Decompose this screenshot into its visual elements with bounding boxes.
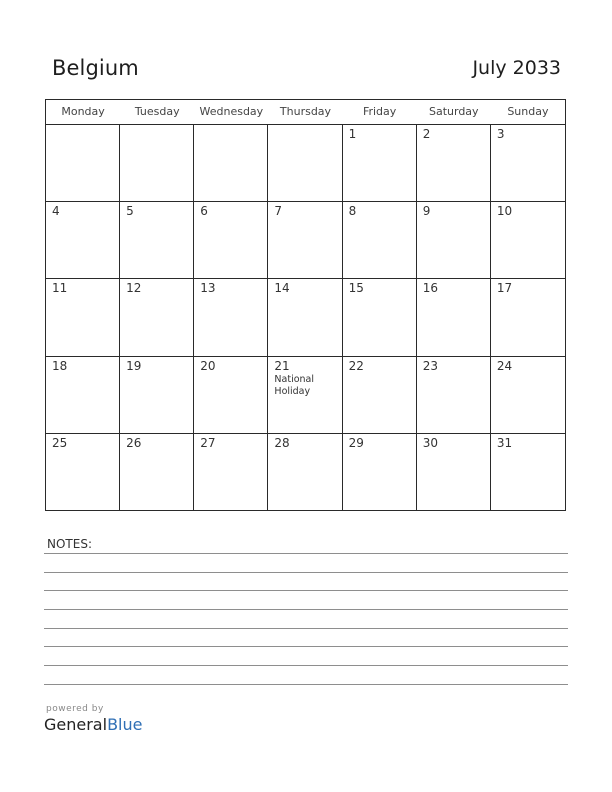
day-number: 19 [126,358,142,373]
day-cell-24 [491,357,565,434]
day-number: 26 [126,435,142,450]
day-number: 10 [496,204,513,219]
day-cell-empty [120,125,194,202]
day-number: 11 [52,281,68,296]
day-cell-6 [194,202,268,279]
day-number: 9 [422,204,431,219]
note-line [44,553,568,554]
day-cell-31 [491,434,565,511]
day-number: 13 [200,281,216,296]
day-number: 8 [348,204,357,219]
day-cell-2 [417,125,491,202]
day-cell-9 [417,202,491,279]
day-cell-8 [343,202,417,279]
day-cell-14 [268,279,342,356]
brand-name [44,715,142,734]
day-number: 14 [274,281,290,296]
day-number: 22 [348,358,364,373]
day-number: 17 [496,281,513,296]
day-number: 18 [52,358,68,373]
day-cell-26 [120,434,194,511]
day-grid [46,125,565,511]
brand-blue-text: Blue [107,715,143,734]
weekday-saturday: Saturday [428,105,479,118]
day-number: 4 [52,204,60,219]
day-cell-17 [491,279,565,356]
day-cell-28 [268,434,342,511]
note-line [44,572,568,573]
day-cell-11 [46,279,120,356]
day-cell-10 [491,202,565,279]
weekday-wednesday: Wednesday [199,105,264,118]
day-cell-1 [343,125,417,202]
month-year-title: July 2033 [472,57,561,79]
note-line [44,684,568,685]
note-line [44,628,568,629]
note-line [44,609,568,610]
day-cell-empty [194,125,268,202]
weekday-sunday: Sunday [507,105,549,118]
note-line [44,665,568,666]
brand-general-text: General [44,715,108,734]
day-number: 5 [126,204,134,219]
day-number: 31 [496,435,513,450]
note-line [44,646,568,647]
day-number: 15 [348,281,364,296]
day-number: 20 [200,358,216,373]
day-cell-21 [268,357,342,434]
day-cell-3 [491,125,565,202]
day-number: 1 [348,127,357,141]
holiday-label: National Holiday [274,373,315,397]
day-cell-29 [343,434,417,511]
day-number: 21 [274,358,290,373]
day-cell-7 [268,202,342,279]
day-cell-12 [120,279,194,356]
day-cell-empty [268,125,342,202]
day-cell-5 [120,202,194,279]
day-number: 16 [422,281,438,296]
day-cell-20 [194,357,268,434]
day-number: 7 [274,204,283,219]
day-number: 28 [274,435,290,450]
day-number: 24 [496,358,513,373]
day-cell-23 [417,357,491,434]
day-cell-27 [194,434,268,511]
day-number: 27 [200,435,216,450]
day-cell-15 [343,279,417,356]
day-number: 23 [422,358,438,373]
calendar-grid [45,99,566,511]
powered-by-text: powered by [46,704,104,714]
day-cell-30 [417,434,491,511]
day-number: 30 [422,435,438,450]
weekday-friday: Friday [362,105,397,118]
day-number: 6 [200,204,208,219]
day-number: 25 [52,435,68,450]
day-cell-22 [343,357,417,434]
day-cell-25 [46,434,120,511]
country-title: Belgium [52,56,139,80]
weekday-thursday: Thursday [279,105,332,118]
day-cell-13 [194,279,268,356]
day-cell-empty [46,125,120,202]
generalblue-logo [44,704,142,734]
day-cell-16 [417,279,491,356]
notes-label: NOTES: [47,537,92,551]
weekday-tuesday: Tuesday [134,105,180,118]
day-number: 12 [126,281,142,296]
day-cell-19 [120,357,194,434]
day-cell-18 [46,357,120,434]
day-number: 29 [348,435,364,450]
weekday-monday: Monday [61,105,105,118]
weekday-header-row [46,100,565,125]
day-cell-4 [46,202,120,279]
day-number: 2 [422,127,431,141]
day-number: 3 [496,127,505,141]
note-line [44,590,568,591]
